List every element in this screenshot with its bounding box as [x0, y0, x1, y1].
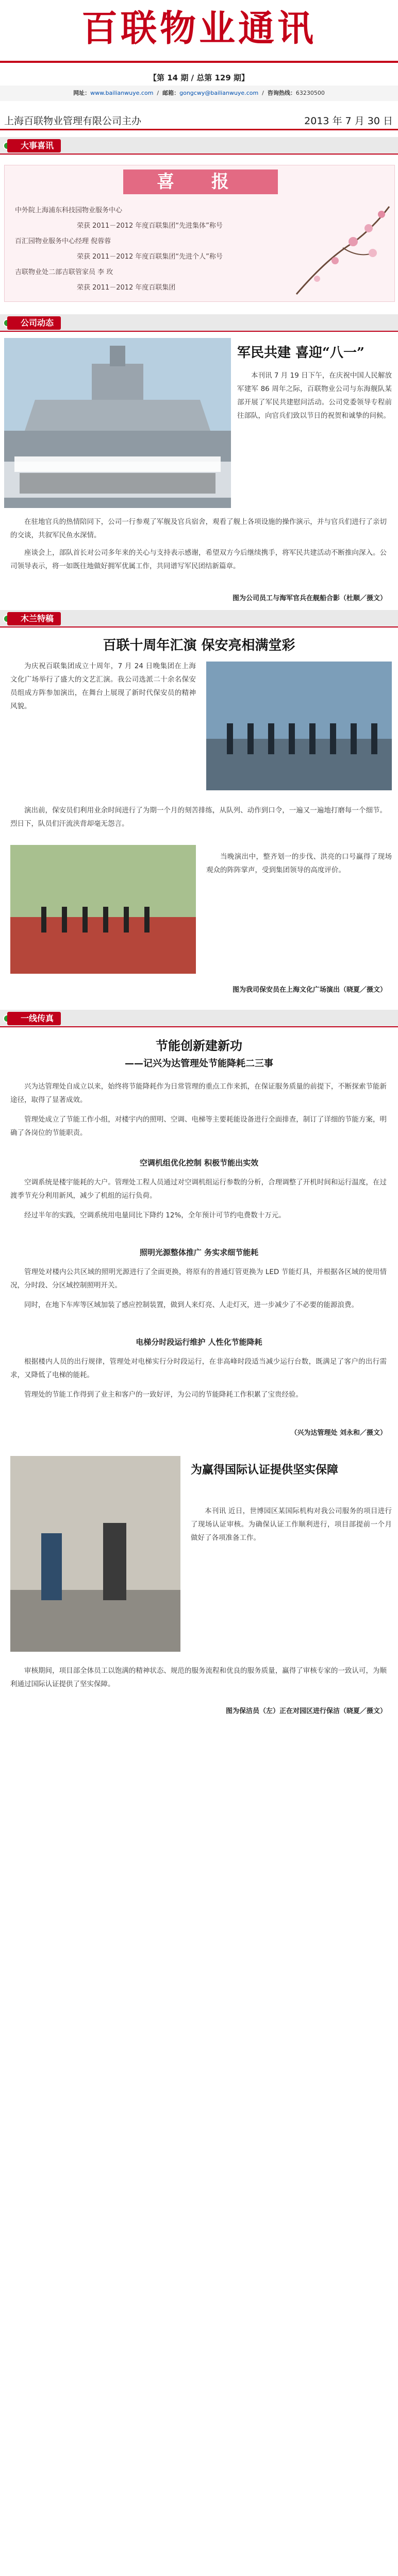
article-title-energy: 节能创新建新功 — [156, 1038, 242, 1053]
contact-bar: 网址：www.bailianwuye.com / 邮箱：gongcwy@bailianwuye.com / 咨询热线：63230500 — [0, 86, 398, 101]
masthead-rule — [0, 61, 398, 63]
section-tag: 一线传真 — [7, 1012, 61, 1025]
section-header-frontline — [0, 1010, 398, 1027]
congrats-line: 荣获 2011－2012 年度百联集团 — [77, 284, 176, 292]
email-link[interactable]: gongcwy@bailianwuye.com — [179, 90, 259, 96]
article-title-military: 军民共建 喜迎“八一” — [237, 345, 364, 361]
section-tag: 公司动态 — [7, 316, 61, 330]
article-title-certification: 为赢得国际认证提供坚实保障 — [191, 1463, 339, 1477]
section-underline — [0, 626, 398, 628]
article-paragraph: 当晚演出中，整齐划一的步伐、洪亮的口号赢得了现场观众的阵阵掌声，受到集团领导的高度评价。 — [206, 853, 392, 874]
congrats-line: 百汇园物业服务中心经理 倪蓉蓉 — [15, 238, 111, 245]
article-paragraph: 在驻地官兵的热情陪同下，公司一行参观了军舰及官兵宿舍，观看了舰上各项设施的操作演示，并与官兵们进行了亲切的交谈，共叙军民鱼水深情。 — [10, 518, 387, 539]
article-paragraph: 同时，在地下车库等区域加装了感应控制装置，做到人来灯亮、人走灯灭，进一步减少了不必要的能源浪费。 — [24, 1301, 358, 1309]
section-header-feature — [0, 610, 398, 628]
site-label: 网址： — [73, 90, 91, 96]
article-subheading: 电梯分时段运行维护 人性化节能降耗 — [136, 1337, 262, 1347]
article-paragraph: 审核期间，项目部全体员工以饱满的精神状态、规范的服务流程和优良的服务质量，赢得了审核专家的一致认可，为顺利通过国际认证提供了坚实保障。 — [10, 1667, 387, 1688]
header-bottom-rule — [0, 129, 398, 130]
phone-label: 咨询热线： — [267, 90, 296, 96]
article-paragraph: 座谈会上，部队首长对公司多年来的关心与支持表示感谢，希望双方今后继续携手，将军民共建活动不断推向深入。公司领导表示，将一如既往地做好拥军优属工作，共同谱写军民团结新篇章。 — [10, 549, 387, 570]
navy-ship-group-photo — [4, 338, 231, 508]
article-paragraph: 演出前，保安员们利用业余时间进行了为期一个月的刻苦排练，从队列、动作到口令，一遍又一遍地打磨每一个细节。烈日下，队员们汗流浃背却毫无怨言。 — [10, 806, 387, 828]
navy-ship-illustration — [4, 338, 231, 508]
site-link[interactable]: www.bailianwuye.com — [90, 90, 154, 96]
cleaning-illustration — [10, 1456, 180, 1652]
issue-number: 【第 14 期 / 总第 129 期】 — [149, 73, 249, 82]
article-paragraph: 管理处对楼内公共区域的照明光源进行了全面更换，将原有的普通灯管更换为 LED 节能灯具，并根据各区域的使用情况，分时段、分区域控制照明开关。 — [10, 1268, 387, 1290]
worker-cleaning-photo — [10, 1456, 180, 1652]
article-paragraph: 经过半年的实践，空调系统用电量同比下降约 12%，全年预计可节约电费数十万元。 — [24, 1211, 286, 1219]
section-header-company-news — [0, 314, 398, 332]
photo-caption: 图为我司保安员在上海文化广场演出（晓夏／摄文） — [232, 986, 387, 994]
security-guard-performance-photo — [206, 662, 392, 790]
section-tag: 大事喜讯 — [7, 139, 61, 152]
parade-illustration — [206, 662, 392, 790]
congrats-line: 荣获 2011－2012 年度百联集团“先进个人”称号 — [77, 253, 223, 261]
article-paragraph: 管理处的节能工作得到了业主和客户的一致好评，为公司的节能降耗工作积累了宝贵经验。 — [24, 1391, 303, 1399]
rehearsal-illustration — [10, 845, 196, 974]
congratulations-panel — [4, 165, 395, 302]
article-paragraph: 管理处成立了节能工作小组，对楼宇内的照明、空调、电梯等主要耗能设备进行全面排查，制订了详细的节能方案，明确了各岗位的节能职责。 — [10, 1115, 387, 1137]
rehearsal-photo — [10, 845, 196, 974]
article-subheading: 照明光源整体推广 务实求细节能耗 — [139, 1248, 259, 1257]
plum-blossom-decoration — [286, 196, 394, 299]
article-paragraph: 本刊讯 7 月 19 日下午，在庆祝中国人民解放军建军 86 周年之际，百联物业公司与东海舰队某部开展了军民共建慰问活动。公司党委领导专程前往部队，向官兵们致以节日的祝贺和诚挚的问候。 — [237, 371, 392, 420]
article-paragraph: 兴为达管理处自成立以来，始终将节能降耗作为日常管理的重点工作来抓，在保证服务质量的前提下，不断探索节能新途径，取得了显著成效。 — [10, 1082, 387, 1104]
sponsor-text: 上海百联物业管理有限公司主办 — [4, 115, 142, 127]
issue-date: 2013 年 7 月 30 日 — [304, 115, 393, 127]
photo-caption: 图为保洁员（左）正在对园区进行保洁（晓夏／摄文） — [225, 1707, 387, 1715]
email-label: 邮箱： — [162, 90, 180, 96]
phone-number: 63230500 — [295, 90, 325, 96]
photo-caption: 图为公司员工与海军官兵在舰船合影（杜顺／摄文） — [232, 595, 387, 602]
congrats-line: 荣获 2011－2012 年度百联集团“先进集体”称号 — [77, 222, 223, 230]
section-underline — [0, 1026, 398, 1027]
article-title-performance: 百联十周年汇演 保安亮相满堂彩 — [103, 638, 295, 653]
section-underline — [0, 154, 398, 155]
article-paragraph: 本刊讯 近日，世博园区某国际机构对我公司服务的项目进行了现场认证审核。为确保认证工作顺利进行，项目部提前一个月做好了各项准备工作。 — [191, 1507, 392, 1542]
article-subheading: 空调机组优化控制 积极节能出实效 — [139, 1158, 259, 1167]
article-paragraph: 为庆祝百联集团成立十周年，7 月 24 日晚集团在上海文化广场举行了盛大的文艺汇演。我公司选派二十余名保安员组成方阵参加演出，在舞台上展现了新时代保安员的精神风貌。 — [10, 662, 196, 710]
congrats-line: 吉联物业处二部吉联管家员 李 玫 — [15, 268, 113, 276]
congrats-line: 中外院上海浦东科技园物业服务中心 — [15, 207, 123, 214]
article-paragraph: 空调系统是楼宇能耗的大户。管理处工程人员通过对空调机组运行参数的分析，合理调整了开机时间和运行温度，在过渡季节充分利用新风，减少了机组的运行负荷。 — [10, 1178, 387, 1200]
section-underline — [0, 331, 398, 332]
section-header-news — [0, 137, 398, 155]
section-tag: 木兰特稿 — [7, 612, 61, 625]
article-subtitle: ——记兴为达管理处节能降耗二三事 — [125, 1058, 273, 1069]
article-paragraph: 根据楼内人员的出行规律，管理处对电梯实行分时段运行，在非高峰时段适当减少运行台数，既满足了客户的出行需求，又降低了电梯的能耗。 — [10, 1358, 387, 1379]
masthead-title: 百联物业通讯 — [81, 7, 317, 49]
article-byline: （兴为达管理处 刘永和／摄文） — [290, 1429, 387, 1437]
congratulations-heading: 喜 报 — [123, 170, 278, 194]
